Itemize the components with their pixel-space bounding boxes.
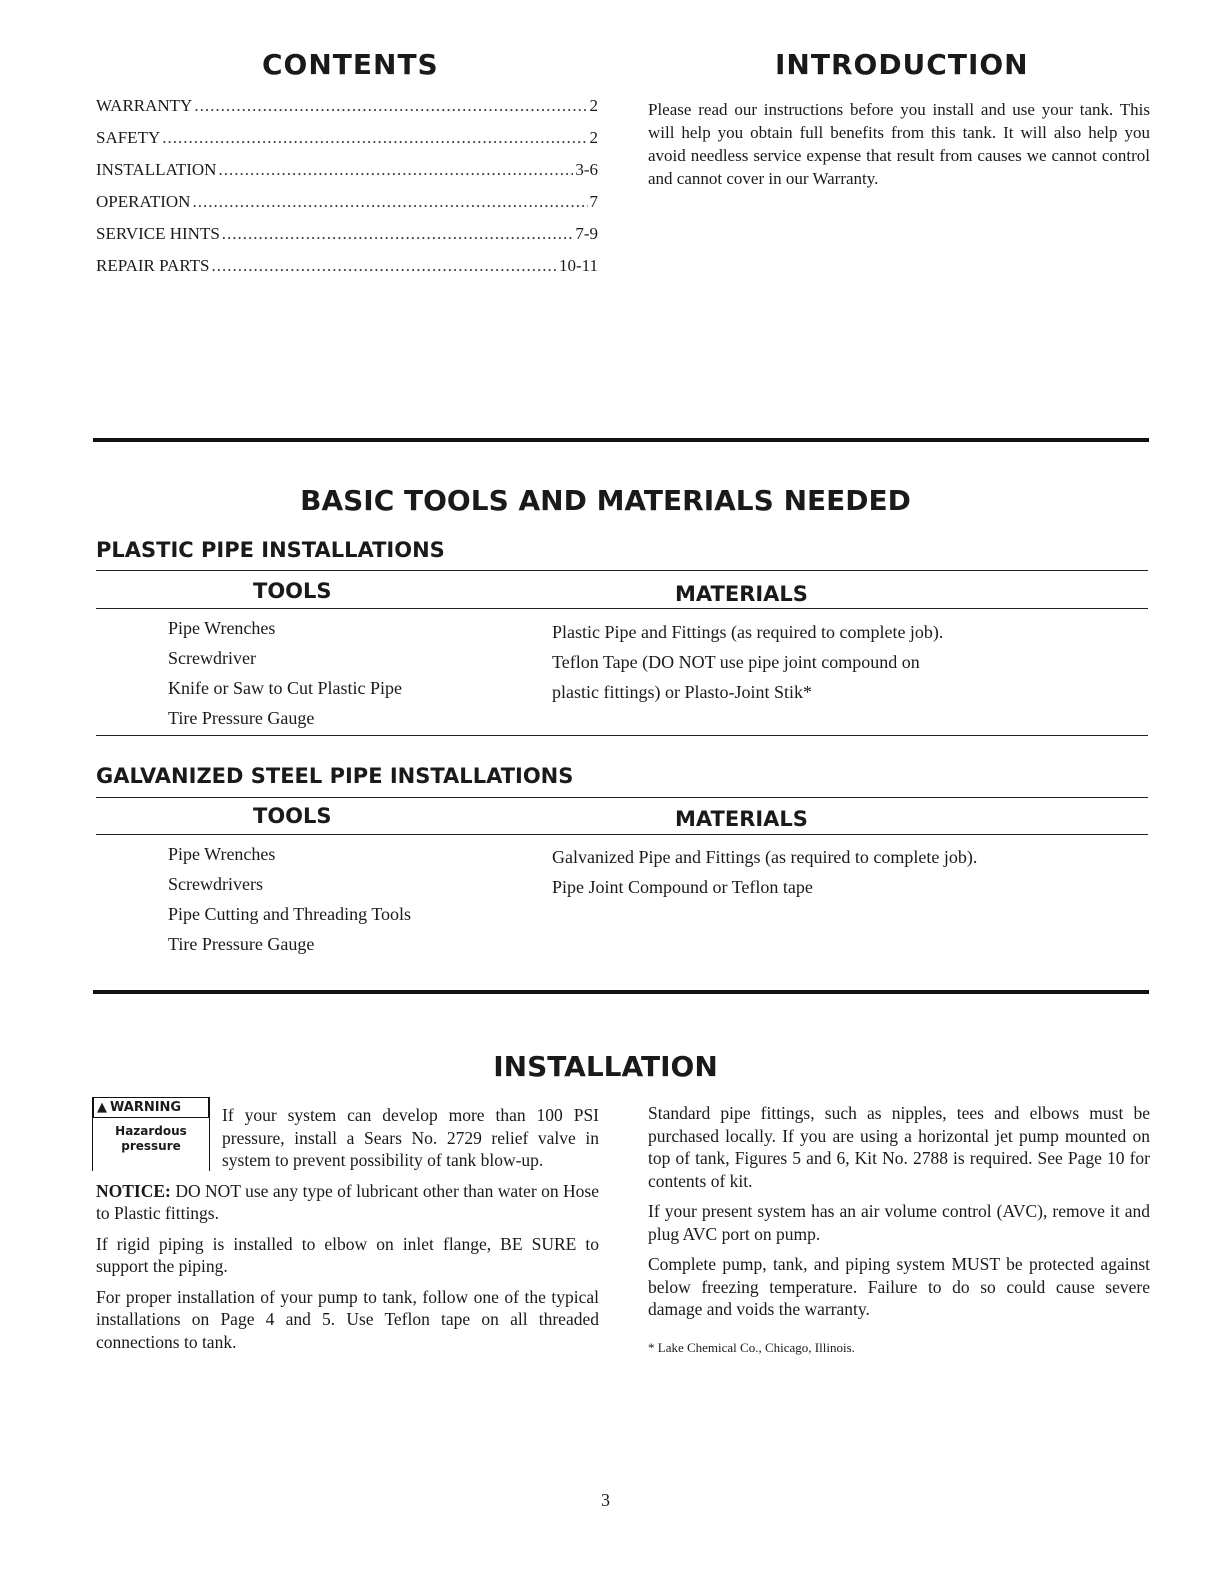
list-item: Galvanized Pipe and Fittings (as required to complete job).: [552, 847, 978, 867]
contents-title: CONTENTS: [262, 48, 439, 81]
galvanized-materials-heading: MATERIALS: [675, 807, 808, 831]
installation-left-column: [96, 1104, 599, 1361]
warning-label: WARNING: [110, 1100, 182, 1115]
toc-page: 2: [589, 128, 598, 147]
divider: [96, 735, 1148, 736]
toc-label: OPERATION: [96, 192, 191, 211]
plastic-tools-list: [168, 613, 402, 733]
list-item: Screwdriver: [168, 648, 256, 668]
warning-paragraph: If your system can develop more than 100 PSI pressure, install a Sears No. 2729 relief valve in system to prevent possibility of tank blow-up.: [222, 1105, 599, 1170]
notice-label: NOTICE:: [96, 1180, 171, 1201]
galvanized-materials-list: [552, 842, 977, 902]
section-divider: [93, 438, 1149, 442]
page-number: 3: [601, 1490, 610, 1510]
toc-page: 7-9: [575, 224, 598, 243]
list-item: Tire Pressure Gauge: [168, 934, 315, 954]
divider: [96, 797, 1148, 798]
toc-page: 3-6: [575, 160, 598, 179]
list-item: Pipe Wrenches: [168, 844, 276, 864]
toc-page: 7: [589, 192, 598, 211]
toc-page: 10-11: [558, 256, 598, 275]
list-item: Pipe Cutting and Threading Tools: [168, 904, 412, 924]
freeze-paragraph: Complete pump, tank, and piping system MUST be protected against below freezing temperature. Failure to do so could cause severe damage and voids the warranty.: [648, 1254, 1150, 1319]
galvanized-tools-heading: TOOLS: [253, 804, 332, 828]
toc-leader: [218, 160, 573, 180]
galvanized-tools-list: [168, 839, 411, 959]
toc-leader: [211, 256, 556, 276]
toc-leader: [222, 224, 574, 244]
plastic-tools-heading: TOOLS: [253, 579, 332, 603]
section-divider: [93, 990, 1149, 994]
proper-installation-paragraph: For proper installation of your pump to tank, follow one of the typical installations on Page 4 and 5. Use Teflon tape on all threaded connections to tank.: [96, 1286, 599, 1352]
toc-leader: [194, 96, 587, 116]
toc-entry-repair-parts[interactable]: [96, 256, 598, 288]
toc-leader: [192, 192, 587, 212]
divider: [96, 834, 1148, 835]
toc-entry-safety[interactable]: [96, 128, 598, 160]
toc-label: REPAIR PARTS: [96, 256, 210, 275]
list-item: Screwdrivers: [168, 874, 263, 894]
toc-label: SERVICE HINTS: [96, 224, 220, 243]
basic-tools-title: BASIC TOOLS AND MATERIALS NEEDED: [300, 484, 911, 517]
installation-title: INSTALLATION: [493, 1050, 718, 1083]
toc-entry-operation[interactable]: [96, 192, 598, 224]
list-item: Pipe Joint Compound or Teflon tape: [552, 877, 813, 897]
divider: [96, 608, 1148, 609]
toc-label: INSTALLATION: [96, 160, 217, 179]
toc-entry-warranty[interactable]: [96, 96, 598, 128]
toc-label: SAFETY: [96, 128, 161, 147]
divider: [96, 570, 1148, 571]
toc-label: WARRANTY: [96, 96, 193, 115]
plastic-materials-heading: MATERIALS: [675, 582, 808, 606]
installation-right-column: [648, 1102, 1150, 1359]
list-item: Teflon Tape (DO NOT use pipe joint compound on: [552, 652, 920, 672]
list-item: Plastic Pipe and Fittings (as required to complete job).: [552, 622, 944, 642]
list-item: Pipe Wrenches: [168, 618, 276, 638]
warning-triangle-icon: ▲: [97, 1100, 107, 1115]
warning-sub-line: Hazardous: [115, 1124, 187, 1138]
list-item: Tire Pressure Gauge: [168, 708, 315, 728]
avc-paragraph: If your present system has an air volume control (AVC), remove it and plug AVC port on pump.: [648, 1201, 1150, 1244]
toc-page: 2: [589, 96, 598, 115]
toc-entry-installation[interactable]: [96, 160, 598, 192]
introduction-text: Please read our instructions before you install and use your tank. This will help you obtain full benefits from this tank. It will also help you avoid needless service expense that result from causes we cannot control and cannot cover in our Warranty.: [648, 100, 1150, 188]
warning-sub-line: pressure: [121, 1139, 181, 1153]
rigid-piping-paragraph: If rigid piping is installed to elbow on inlet flange, BE SURE to support the piping.: [96, 1233, 599, 1276]
toc-entry-service-hints[interactable]: [96, 224, 598, 256]
galvanized-heading: GALVANIZED STEEL PIPE INSTALLATIONS: [96, 764, 574, 788]
introduction-title: INTRODUCTION: [775, 48, 1029, 81]
list-item: Knife or Saw to Cut Plastic Pipe: [168, 678, 402, 698]
plastic-heading: PLASTIC PIPE INSTALLATIONS: [96, 538, 445, 562]
footnote: * Lake Chemical Co., Chicago, Illinois.: [648, 1339, 855, 1355]
warning-text: [96, 1104, 599, 1172]
notice-text: DO NOT use any type of lubricant other than water on Hose to Plastic fittings.: [96, 1180, 599, 1223]
fittings-paragraph: Standard pipe fittings, such as nipples, tees and elbows must be purchased locally. If you are using a horizontal jet pump mounted on top of tank, Figures 5 and 6, Kit No. 2788 is required. See Page 10 for contents of kit.: [648, 1103, 1150, 1191]
plastic-materials-list: [552, 617, 943, 707]
list-item: plastic fittings) or Plasto-Joint Stik*: [552, 682, 812, 702]
table-of-contents: [96, 96, 598, 288]
toc-leader: [162, 128, 587, 148]
notice-paragraph: [96, 1180, 599, 1225]
